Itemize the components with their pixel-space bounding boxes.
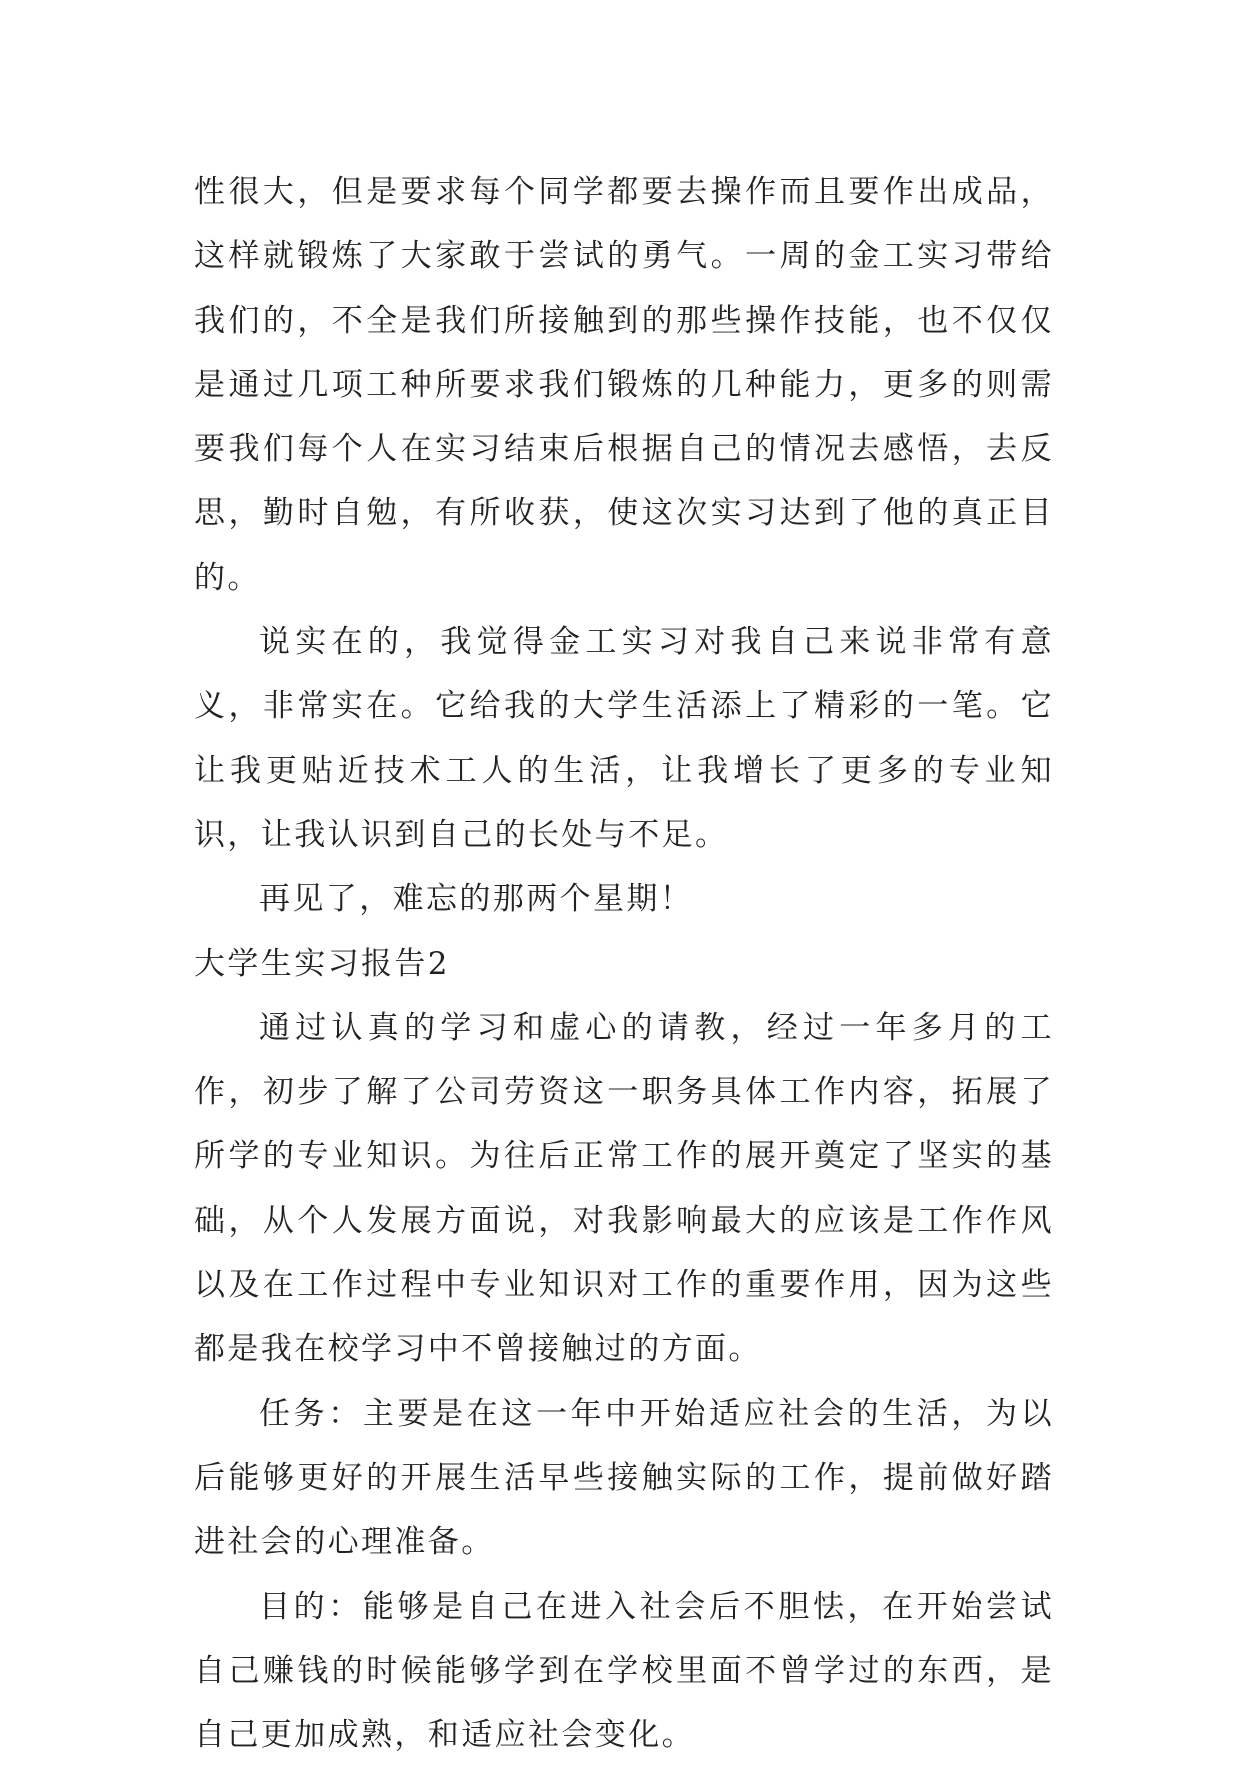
- paragraph-1: 性很大，但是要求每个同学都要去操作而且要作出成品，这样就锻炼了大家敢于尝试的勇气。一周的金工实习带给我们的，不全是我们所接触到的那些操作技能，也不仅仅是通过几项工种所要求我们锻炼的几种能力，更多的则需要我们每个人在实习结束后根据自己的情况去感悟，去反思，勤时自勉，有所收获，使这次实习达到了他的真正目的。: [194, 174, 1054, 596]
- paragraph-3: 再见了，难忘的那两个星期！: [259, 881, 694, 918]
- paragraph-5: 任务：主要是在这一年中开始适应社会的生活，为以后能够更好的开展生活早些接触实际的工作，提前做好踏进社会的心理准备。: [194, 1395, 1054, 1561]
- paragraph-6: 目的：能够是自己在进入社会后不胆怯，在开始尝试自己赚钱的时候能够学到在学校里面不曾学过的东西，是自己更加成熟，和适应社会变化。: [194, 1588, 1054, 1754]
- paragraph-2: 说实在的，我觉得金工实习对我自己来说非常有意义，非常实在。它给我的大学生活添上了精彩的一笔。它让我更贴近技术工人的生活，让我增长了更多的专业知识，让我认识到自己的长处与不足。: [194, 624, 1054, 853]
- document-body: [194, 160, 1054, 1767]
- section-heading: 大学生实习报告2: [194, 945, 450, 982]
- paragraph-4: 通过认真的学习和虚心的请教，经过一年多月的工作，初步了解了公司劳资这一职务具体工作内容，拓展了所学的专业知识。为往后正常工作的展开奠定了坚实的基础，从个人发展方面说，对我影响最大的应该是工作作风以及在工作过程中专业知识对工作的重要作用，因为这些都是我在校学习中不曾接触过的方面。: [194, 1009, 1054, 1368]
